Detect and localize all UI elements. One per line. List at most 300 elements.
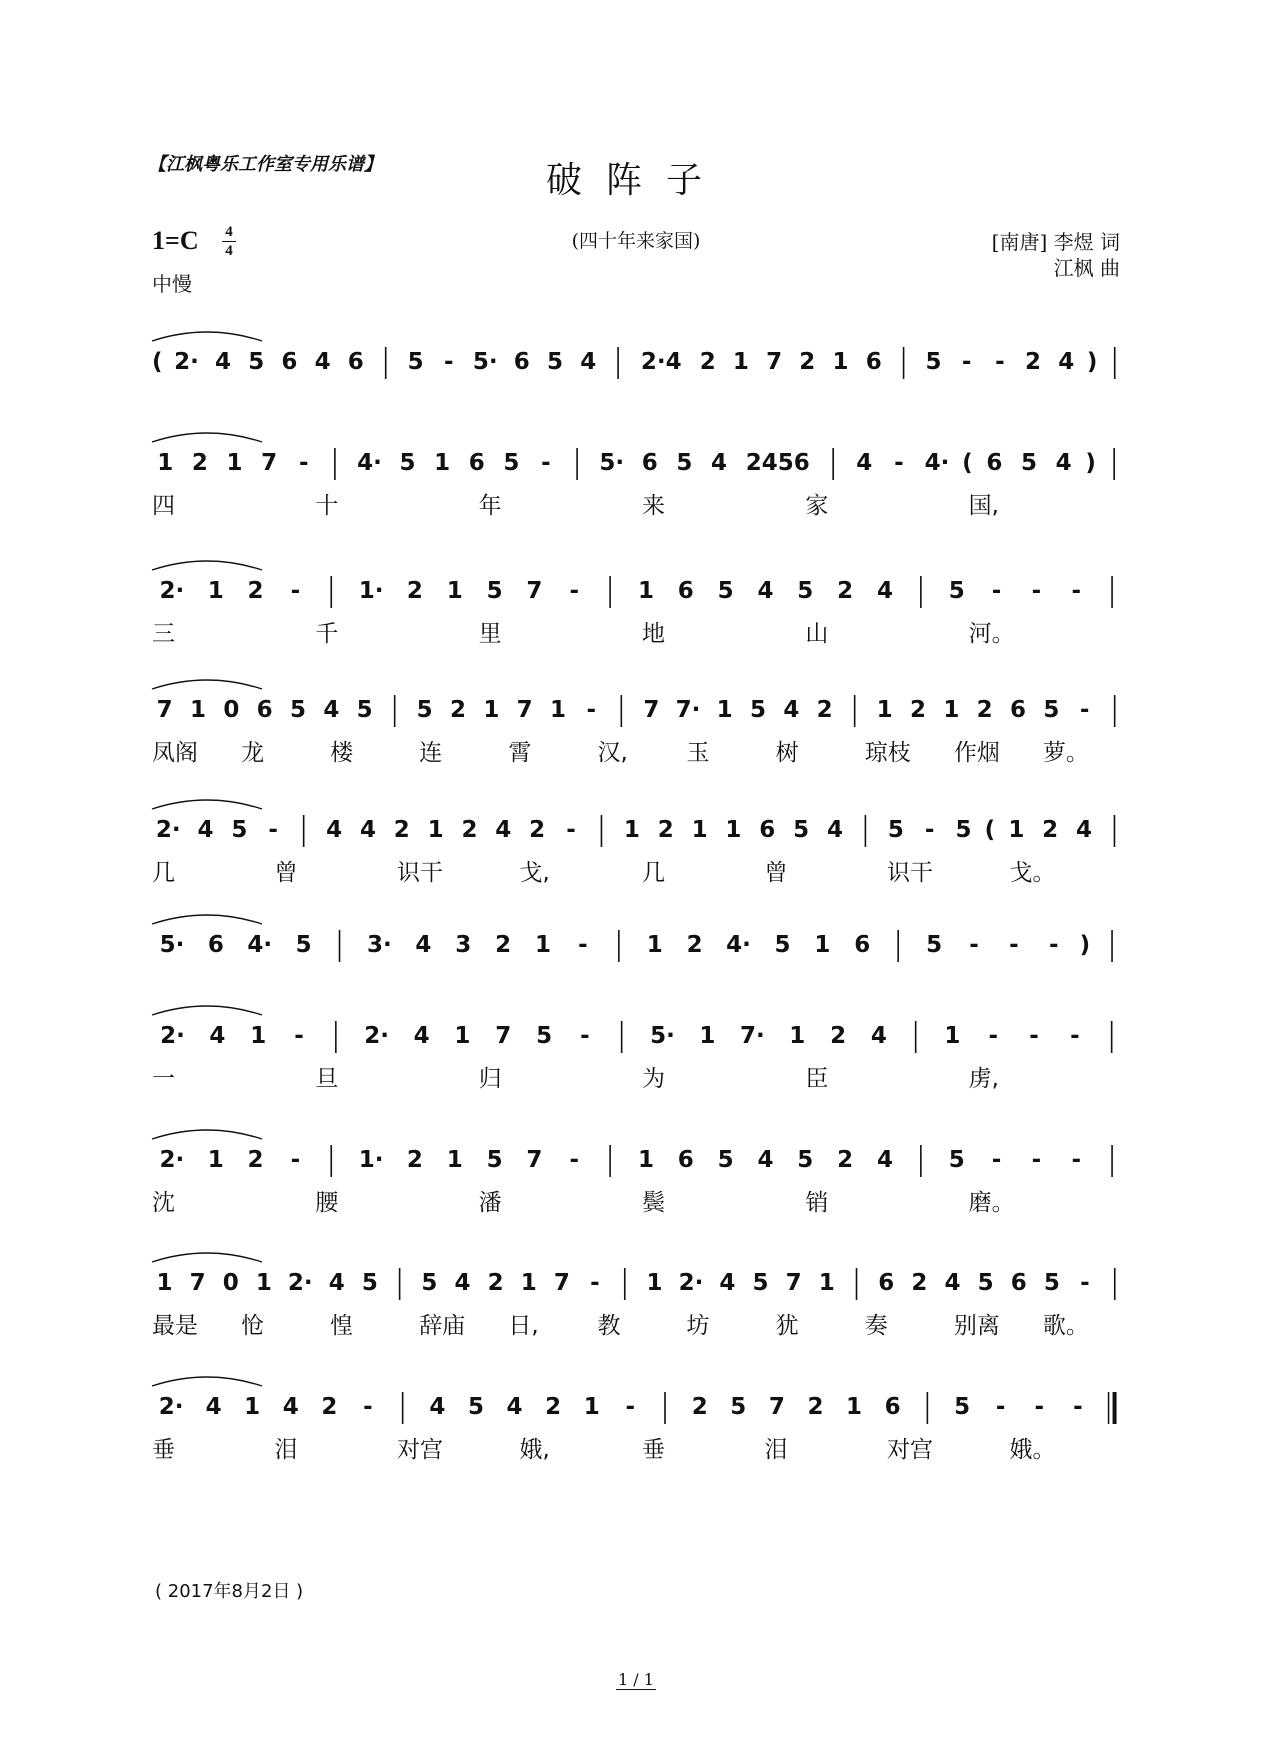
score-note: 6 <box>347 349 364 375</box>
score-note: - <box>590 1270 600 1296</box>
slur-arc <box>152 680 262 689</box>
score-note: - <box>625 1394 636 1420</box>
score-note: 4 <box>209 1023 226 1049</box>
score-note: 2· <box>364 1023 390 1049</box>
score-note: 1 <box>549 697 567 723</box>
score-note: 4· <box>726 932 751 958</box>
score-note: 6 <box>207 932 224 958</box>
slur-arc <box>152 1130 262 1139</box>
score-note: 2 <box>911 1270 928 1296</box>
score-note: 2· <box>155 817 181 843</box>
score-note: - <box>1049 932 1059 958</box>
lyric-word: 三 <box>152 621 175 647</box>
score-note: - <box>969 932 979 958</box>
score-note: 4 <box>757 578 774 604</box>
score-note: 4 <box>323 697 340 723</box>
score-note: 5 <box>717 1147 734 1173</box>
lyric-word: 连 <box>419 740 443 766</box>
score-note: 1 <box>244 1394 261 1420</box>
score-note: 5 <box>289 697 307 723</box>
lyricist-credit: [南唐] 李煜 词 <box>991 230 1120 254</box>
lyric-word: 玉 <box>686 740 710 766</box>
score-note: 5 <box>361 1270 378 1296</box>
lyric-word: 戈, <box>519 860 550 886</box>
score-note: 2· <box>159 578 185 604</box>
lyric-word: 一 <box>152 1066 175 1092</box>
score-note: 1 <box>646 1270 663 1296</box>
score-note: 5 <box>797 1147 814 1173</box>
lyric-word: 曾 <box>274 860 298 886</box>
lyric-word: 奏 <box>864 1313 888 1339</box>
lyric-word: 怆 <box>241 1313 265 1339</box>
lyric-word: 娥。 <box>1009 1437 1056 1463</box>
lyric-word: 垂 <box>642 1437 665 1463</box>
score-note: 5 <box>356 697 373 723</box>
lyric-word: 销 <box>805 1190 829 1216</box>
score-note: 4 <box>454 1270 471 1296</box>
paren-mark: ) <box>1086 349 1098 375</box>
score-note: 2 <box>837 578 854 604</box>
lyric-word: 曾 <box>764 860 788 886</box>
score-note: 1 <box>427 817 444 843</box>
score-note: - <box>1029 1023 1039 1049</box>
score-note: 1 <box>1008 817 1025 843</box>
score-note: 4 <box>197 817 214 843</box>
lyric-word: 为 <box>642 1066 665 1092</box>
score-note: 1 <box>814 932 831 958</box>
song-title: 破阵子 <box>545 160 726 201</box>
score-note: 4 <box>876 578 893 604</box>
studio-note: 【江枫粤乐工作室专用乐谱】 <box>148 154 382 175</box>
lyric-word: 最是 <box>152 1313 198 1339</box>
score-note: 5 <box>717 578 734 604</box>
score-note: 4 <box>1076 817 1093 843</box>
score-note: 0 <box>223 697 240 723</box>
lyric-word: 凤阁 <box>152 740 198 766</box>
score-note: - <box>1034 1394 1045 1420</box>
paren-mark: ( <box>152 349 163 375</box>
song-subtitle: (四十年来家国) <box>571 230 701 252</box>
score-note: 1 <box>226 450 243 476</box>
score-note: 6 <box>878 1270 895 1296</box>
score-note: 2· <box>158 1394 184 1420</box>
score-note: 4 <box>495 817 512 843</box>
score-note: 1 <box>535 932 552 958</box>
score-note: 2 <box>816 697 833 723</box>
score-note: - <box>894 450 904 476</box>
score-note: 4 <box>328 1270 345 1296</box>
score-note: 1· <box>358 1147 384 1173</box>
score-note: 4 <box>415 932 432 958</box>
score-note: - <box>578 932 588 958</box>
score-note: 2·4 <box>640 349 682 375</box>
score-note: 2· <box>678 1270 704 1296</box>
score-note: 2 <box>529 817 546 843</box>
score-note: 7· <box>739 1023 765 1049</box>
score-note: 4 <box>413 1023 430 1049</box>
score-note: 1 <box>207 578 224 604</box>
score-note: 5 <box>926 932 943 958</box>
score-note: 1 <box>637 1147 654 1173</box>
score-note: 6 <box>281 349 298 375</box>
lyric-word: 戈。 <box>1009 860 1056 886</box>
score-note: 5 <box>295 932 312 958</box>
score-note: 6 <box>986 450 1003 476</box>
lyric-word: 琼枝 <box>864 740 911 766</box>
score-note: - <box>580 1023 590 1049</box>
score-note: 1 <box>646 932 663 958</box>
score-note: 5 <box>399 450 416 476</box>
score-note: 4 <box>1055 450 1072 476</box>
score-note: 5 <box>416 697 433 723</box>
lyric-word: 磨。 <box>968 1190 1015 1216</box>
page-number <box>0 1670 1272 1689</box>
score-note: 3· <box>367 932 392 958</box>
score-note: 2 <box>545 1394 562 1420</box>
score-note: - <box>290 1147 301 1173</box>
paren-mark: ) <box>1079 932 1091 958</box>
score-note: 5 <box>1021 450 1038 476</box>
score-note: 6 <box>1010 1270 1027 1296</box>
score-note: 1 <box>157 450 174 476</box>
score-note: 5 <box>774 932 791 958</box>
score-note: - <box>995 1394 1006 1420</box>
score-note: 1 <box>483 697 500 723</box>
time-signature-bottom: 4 <box>225 243 233 259</box>
score-note: 1 <box>818 1270 835 1296</box>
score-note: 2 <box>830 1023 847 1049</box>
lyric-word: 山 <box>805 621 829 647</box>
lyric-word: 腰 <box>315 1190 339 1216</box>
score-note: 2 <box>321 1394 338 1420</box>
lyric-word: 鬓 <box>642 1190 665 1216</box>
lyric-word: 娥, <box>519 1437 550 1463</box>
score-note: 1 <box>520 1270 537 1296</box>
lyric-word: 教 <box>597 1313 621 1339</box>
score-note: 5 <box>546 349 564 375</box>
lyric-word: 龙 <box>241 740 265 766</box>
score-note: - <box>1071 1147 1081 1173</box>
score-note: 2 <box>686 932 703 958</box>
lyric-word: 汉, <box>597 740 628 766</box>
score-note: 4 <box>205 1394 222 1420</box>
score-note: 5 <box>1043 1270 1060 1296</box>
lyric-word: 日, <box>508 1313 539 1339</box>
score-note: 2 <box>909 697 927 723</box>
lyric-word: 别离 <box>953 1313 1000 1339</box>
score-note: 2 <box>406 578 423 604</box>
score-note: - <box>1071 578 1081 604</box>
score-note: 4 <box>710 450 727 476</box>
slur-arc <box>152 1006 262 1015</box>
score-note: 5 <box>948 578 965 604</box>
slur-arc <box>152 1377 262 1386</box>
lyric-word: 沈 <box>152 1190 175 1216</box>
score-note: 7 <box>553 1270 570 1296</box>
score-note: 5 <box>793 817 810 843</box>
score-note: - <box>298 450 309 476</box>
score-note: 7 <box>526 578 543 604</box>
lyric-word: 泪 <box>274 1437 298 1463</box>
score-note: 1 <box>255 1270 272 1296</box>
score-note: 1 <box>691 817 708 843</box>
page-number-text: 1 / 1 <box>618 1670 654 1689</box>
score-note: 5 <box>467 1394 484 1420</box>
lyric-word: 旦 <box>315 1066 339 1092</box>
score-note: 5 <box>954 1394 971 1420</box>
score-note: 1 <box>944 1023 961 1049</box>
lyric-word: 河。 <box>968 621 1015 647</box>
score-note: 5 <box>752 1270 769 1296</box>
score-note: - <box>268 817 278 843</box>
score-note: 5 <box>955 817 972 843</box>
score-note: 7 <box>189 1270 206 1296</box>
score-note: 5 <box>486 578 503 604</box>
score-note: 7 <box>261 450 278 476</box>
score-note: 5· <box>159 932 185 958</box>
score-note: - <box>1031 1147 1042 1173</box>
score-note: - <box>1079 697 1090 723</box>
score-note: 4 <box>359 817 376 843</box>
score-note: - <box>290 578 301 604</box>
score-note: - <box>995 349 1005 375</box>
score-note: 2456 <box>745 450 810 476</box>
paren-mark: ) <box>1085 450 1096 476</box>
score-note: 7 <box>643 697 660 723</box>
paren-mark: ( <box>984 817 996 843</box>
score-note: 2 <box>393 817 410 843</box>
score-note: 1 <box>637 578 654 604</box>
score-note: 4· <box>357 450 382 476</box>
score-note: 1 <box>434 450 451 476</box>
score-note: 5· <box>650 1023 675 1049</box>
score-note: 4 <box>314 349 331 375</box>
key-signature: 1=C <box>152 226 199 255</box>
score-note: 4 <box>326 817 343 843</box>
score-note: 2· <box>160 1023 185 1049</box>
score-note: 2· <box>174 349 199 375</box>
score-note: 5 <box>749 697 767 723</box>
score-note: 4 <box>1058 349 1075 375</box>
score-note: 5· <box>599 450 625 476</box>
score-note: 7 <box>156 697 173 723</box>
lyric-word: 潘 <box>478 1190 502 1216</box>
score-note: - <box>566 817 576 843</box>
lyric-word: 作烟 <box>953 740 1000 766</box>
score-note: 6 <box>1009 697 1027 723</box>
score-note: 2 <box>247 578 264 604</box>
score-note: - <box>363 1394 373 1420</box>
score-note: 5 <box>248 349 265 375</box>
score-note: 5 <box>730 1394 747 1420</box>
lyric-word: 家 <box>805 493 829 519</box>
score-note: 2 <box>406 1147 423 1173</box>
score-note: - <box>569 578 580 604</box>
lyric-word: 对宫 <box>887 1437 933 1463</box>
score-note: 7 <box>766 349 783 375</box>
score-note: - <box>569 1147 580 1173</box>
score-note: 4· <box>924 450 950 476</box>
score-note: 1 <box>832 349 849 375</box>
score-note: 4 <box>757 1147 774 1173</box>
score-note: 1 <box>699 1023 716 1049</box>
lyric-word: 年 <box>478 493 502 519</box>
score-note: 1 <box>789 1023 806 1049</box>
slur-arc <box>152 800 262 809</box>
score-note: 5 <box>407 349 424 375</box>
score-note: 1 <box>716 697 733 723</box>
slur-arc <box>152 1253 262 1262</box>
lyric-word: 国, <box>968 493 999 519</box>
score-note: - <box>1070 1023 1080 1049</box>
score-note: 2 <box>461 817 478 843</box>
score-note: - <box>961 349 972 375</box>
lyric-word: 萝。 <box>1042 740 1089 766</box>
score-note: 2 <box>191 450 208 476</box>
lyric-word: 对宫 <box>397 1437 443 1463</box>
score-note: - <box>991 1147 1002 1173</box>
score-note: 5 <box>503 450 520 476</box>
score-note: 1 <box>583 1394 600 1420</box>
lyric-word: 几 <box>152 860 175 886</box>
score-note: 5 <box>925 349 942 375</box>
score-note: 6 <box>513 349 530 375</box>
score-note: 7 <box>785 1270 802 1296</box>
score-note: 2 <box>449 697 467 723</box>
score-note: 2 <box>837 1147 854 1173</box>
score-note: - <box>991 578 1002 604</box>
lyric-word: 虏, <box>968 1066 999 1092</box>
score-note: - <box>541 450 551 476</box>
score-note: 5 <box>421 1270 438 1296</box>
score-note: - <box>294 1023 304 1049</box>
score-note: 1 <box>623 817 640 843</box>
slur-arc <box>152 915 262 924</box>
score-note: 7 <box>526 1147 543 1173</box>
score-note: 4 <box>429 1394 446 1420</box>
score-note: 4 <box>856 450 873 476</box>
tempo-marking: 中慢 <box>152 272 192 296</box>
score-note: - <box>586 697 597 723</box>
score-note: 4 <box>215 349 232 375</box>
score-note: 5· <box>472 349 498 375</box>
score-note: 7 <box>768 1394 785 1420</box>
score-note: 5 <box>231 817 248 843</box>
score-note: 5 <box>486 1147 503 1173</box>
score-note: 2 <box>1025 349 1042 375</box>
score-note: 6 <box>854 932 871 958</box>
score-note: - <box>1073 1394 1083 1420</box>
score-note: 1 <box>446 1147 463 1173</box>
score-note: 1 <box>207 1147 224 1173</box>
score-note: - <box>1009 932 1019 958</box>
score-note: 2 <box>657 817 674 843</box>
lyric-word: 四 <box>152 493 175 519</box>
score-note: 6 <box>677 1147 694 1173</box>
lyric-word: 楼 <box>330 740 354 766</box>
time-signature-top: 4 <box>225 224 233 240</box>
slur-arc <box>152 433 262 442</box>
score-note: 6 <box>677 578 694 604</box>
lyric-word: 臣 <box>805 1066 829 1092</box>
paren-mark: ( <box>962 450 973 476</box>
lyric-word: 树 <box>775 740 799 766</box>
score-note: 2· <box>159 1147 185 1173</box>
lyric-word: 来 <box>642 493 665 519</box>
score-note: 2 <box>247 1147 264 1173</box>
score-note: 4 <box>870 1023 887 1049</box>
score-note: 2 <box>1042 817 1059 843</box>
score-note: 5 <box>977 1270 994 1296</box>
score-note: 1 <box>454 1023 471 1049</box>
composer-credit: 江枫 曲 <box>1053 256 1120 280</box>
score-note: 4 <box>876 1147 893 1173</box>
score-note: 5 <box>676 450 693 476</box>
score-note: 5 <box>1043 697 1060 723</box>
score-note: 1 <box>725 817 742 843</box>
score-note: 6 <box>865 349 882 375</box>
score-note: 5 <box>797 578 814 604</box>
score-note: 7· <box>675 697 701 723</box>
score-note: 4 <box>719 1270 736 1296</box>
score-note: 7 <box>516 697 533 723</box>
score-note: 5 <box>536 1023 553 1049</box>
lyric-word: 歌。 <box>1042 1313 1089 1339</box>
score-note: 1 <box>189 697 207 723</box>
score-note: - <box>1031 578 1042 604</box>
lyric-word: 犹 <box>775 1313 799 1339</box>
lyric-word: 霄 <box>508 740 532 766</box>
score-note: 2 <box>487 1270 504 1296</box>
lyric-word: 千 <box>315 621 339 647</box>
lyric-word: 十 <box>315 493 339 519</box>
score-note: 4 <box>506 1394 523 1420</box>
lyric-word: 惶 <box>330 1313 354 1339</box>
score-note: 1 <box>156 1270 173 1296</box>
score-note: 4 <box>580 349 597 375</box>
score-note: 6 <box>759 817 776 843</box>
score-note: 4 <box>826 817 843 843</box>
score-note: 5 <box>948 1147 965 1173</box>
score-note: 1 <box>846 1394 863 1420</box>
score-note: - <box>443 349 454 375</box>
slur-arc <box>152 332 262 341</box>
score-note: 2 <box>799 349 816 375</box>
score-note: 2 <box>976 697 993 723</box>
score-note: 2 <box>807 1394 824 1420</box>
score-note: 5 <box>887 817 904 843</box>
score-note: 6 <box>256 697 273 723</box>
lyric-word: 辞庙 <box>419 1313 466 1339</box>
score-note: 4· <box>247 932 273 958</box>
lyric-word: 泪 <box>764 1437 788 1463</box>
score-note: 6 <box>641 450 658 476</box>
score-note: 7 <box>495 1023 512 1049</box>
lyric-word: 坊 <box>686 1313 710 1339</box>
score-note: 1 <box>943 697 960 723</box>
score-note: 4 <box>944 1270 961 1296</box>
score-note: 1· <box>358 578 384 604</box>
score-note: 2 <box>495 932 512 958</box>
score-note: 1 <box>876 697 893 723</box>
score-note: - <box>924 817 935 843</box>
score-note: 1 <box>732 349 749 375</box>
score-note: 4 <box>282 1394 299 1420</box>
date-note: ( 2017年8月2日 ) <box>155 1581 304 1602</box>
lyric-word: 地 <box>642 621 665 647</box>
score-note: 2 <box>691 1394 708 1420</box>
score-note: 1 <box>250 1023 267 1049</box>
